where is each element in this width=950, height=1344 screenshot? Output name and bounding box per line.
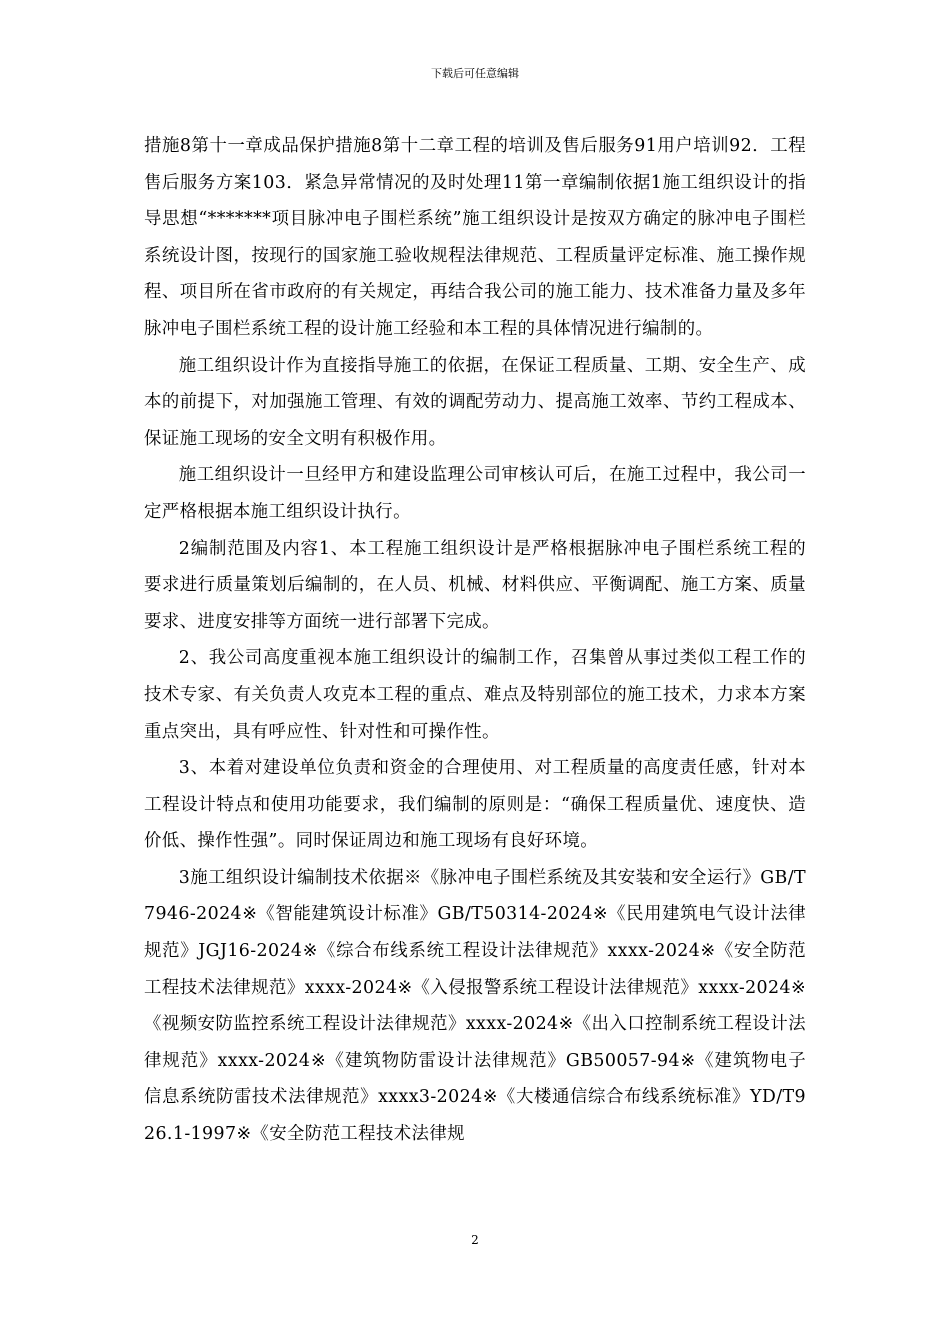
paragraph-technical-basis: 3施工组织设计编制技术依据※《脉冲电子围栏系统及其安装和安全运行》GB/T7946-2024※《智能建筑设计标准》GB/T50314-2024※《民用建筑电气设计法律规范》JGJ16-2024※《综合布线系统工程设计法律规范》xxxx-2024※《安全防范工程技术法律规范》xxxx-2024※《入侵报警系统工程设计法律规范》xxxx-2024※《视频安防监控系统工程设计法律规范》xxxx-2024※《出入口控制系统工程设计法律规范》xxxx-2024※《建筑物防雷设计法律规范》GB50057-94※《建筑物电子信息系统防雷技术法律规范》xxxx3-2024※《大楼通信综合布线系统标准》YD/T926.1-1997※《安全防范工程技术法律规: [144, 867, 806, 1145]
paragraph-approval: 施工组织设计一旦经甲方和建设监理公司审核认可后，在施工过程中，我公司一定严格根据本施工组织设计执行。: [144, 465, 806, 522]
paragraph-scope-2: 2、我公司高度重视本施工组织设计的编制工作，召集曾从事过类似工程工作的技术专家、有关负责人攻克本工程的重点、难点及特别部位的施工技术，力求本方案重点突出，具有呼应性、针对性和可操作性。: [144, 648, 806, 742]
paragraph-compilation-basis: 措施8第十一章成品保护措施8第十二章工程的培训及售后服务91用户培训92．工程售后服务方案103．紧急异常情况的及时处理11第一章编制依据1施工组织设计的指导思想“*******项目脉冲电子围栏系统”施工组织设计是按双方确定的脉冲电子围栏系统设计图，按现行的国家施工验收规程法律规范、工程质量评定标准、施工操作规程、项目所在省市政府的有关规定，再结合我公司的施工能力、技术准备力量及多年脉冲电子围栏系统工程的设计施工经验和本工程的具体情况进行编制的。: [144, 136, 806, 339]
page-header: 下载后可任意编辑: [431, 67, 519, 80]
page-number: 2: [471, 1233, 479, 1247]
paragraph-scope-1: 2编制范围及内容1、本工程施工组织设计是严格根据脉冲电子围栏系统工程的要求进行质量策划后编制的，在人员、机械、材料供应、平衡调配、施工方案、质量要求、进度安排等方面统一进行部署下完成。: [144, 538, 806, 632]
body-text: [144, 128, 806, 1153]
paragraph-scope-3: 3、本着对建设单位负责和资金的合理使用、对工程质量的高度责任感，针对本工程设计特点和使用功能要求，我们编制的原则是：“确保工程质量优、速度快、造价低、操作性强”。同时保证周边和施工现场有良好环境。: [144, 758, 806, 852]
paragraph-design-purpose: 施工组织设计作为直接指导施工的依据，在保证工程质量、工期、安全生产、成本的前提下，对加强施工管理、有效的调配劳动力、提高施工效率、节约工程成本、保证施工现场的安全文明有积极作用。: [144, 355, 806, 449]
